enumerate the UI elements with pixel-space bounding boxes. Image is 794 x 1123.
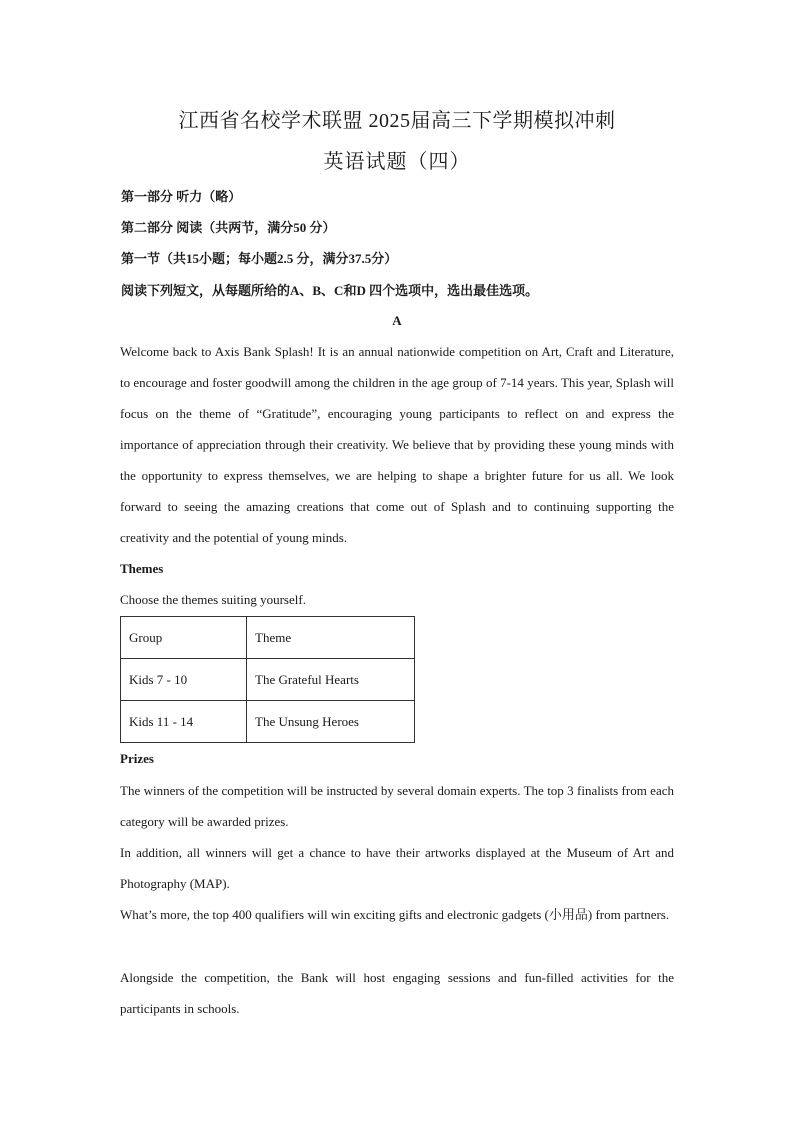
prizes-heading: Prizes bbox=[120, 751, 154, 766]
table-header-row bbox=[121, 617, 415, 659]
themes-note: Choose the themes suiting yourself. bbox=[120, 592, 306, 607]
instruction-text: 阅读下列短文，从每题所给的A、B、C和D 四个选项中，选出最佳选项。 bbox=[121, 283, 539, 298]
prizes-paragraph: In addition, all winners will get a chance to have their artworks displayed at the Museum of Art and Photography (MAP). bbox=[120, 845, 674, 891]
part-two-heading: 第二部分 阅读（共两节，满分50 分） bbox=[121, 220, 336, 235]
part-one-heading: 第一部分 听力（略） bbox=[121, 189, 242, 204]
table-cell: The Unsung Heroes bbox=[247, 701, 415, 743]
themes-heading: Themes bbox=[120, 561, 164, 576]
exam-subtitle: 英语试题（四） bbox=[323, 151, 471, 173]
table-cell: The Grateful Hearts bbox=[247, 659, 415, 701]
table-header-theme: Theme bbox=[247, 617, 415, 659]
table-cell: Kids 7 - 10 bbox=[121, 659, 247, 701]
table-row bbox=[121, 659, 415, 701]
passage-label: A bbox=[392, 313, 402, 328]
passage-intro: Welcome back to Axis Bank Splash! It is an annual nationwide competition on Art, Craft and Literature, to encourage and foster goodwill among the children in the age group of 7-14 years. This year, Splash will focus on the theme of “Gratitude”, encouraging young participants to reflect on and express the importance of appreciation through their creativity. We believe that by providing these young minds with the opportunity to express themselves, we are helping to shape a brighter future for us all. We look forward to seeing the amazing creations that come out of Splash and to continuing supporting the creativity and the potential of young minds. bbox=[120, 344, 674, 545]
prizes-paragraph: The winners of the competition will be instructed by several domain experts. The top 3 finalists from each category will be awarded prizes. bbox=[120, 783, 674, 829]
themes-table bbox=[120, 616, 415, 743]
table-header-group: Group bbox=[121, 617, 247, 659]
prizes-paragraph: Alongside the competition, the Bank will host engaging sessions and fun-filled activities for the participants in schools. bbox=[120, 970, 674, 1016]
table-cell: Kids 11 - 14 bbox=[121, 701, 247, 743]
section-one-heading: 第一节（共15小题；每小题2.5 分，满分37.5分） bbox=[121, 251, 398, 266]
exam-title: 江西省名校学术联盟 2025届高三下学期模拟冲刺 bbox=[178, 110, 616, 132]
table-row bbox=[121, 701, 415, 743]
prizes-paragraph: What’s more, the top 400 qualifiers will win exciting gifts and electronic gadgets (小用品) from partners. bbox=[120, 907, 670, 922]
